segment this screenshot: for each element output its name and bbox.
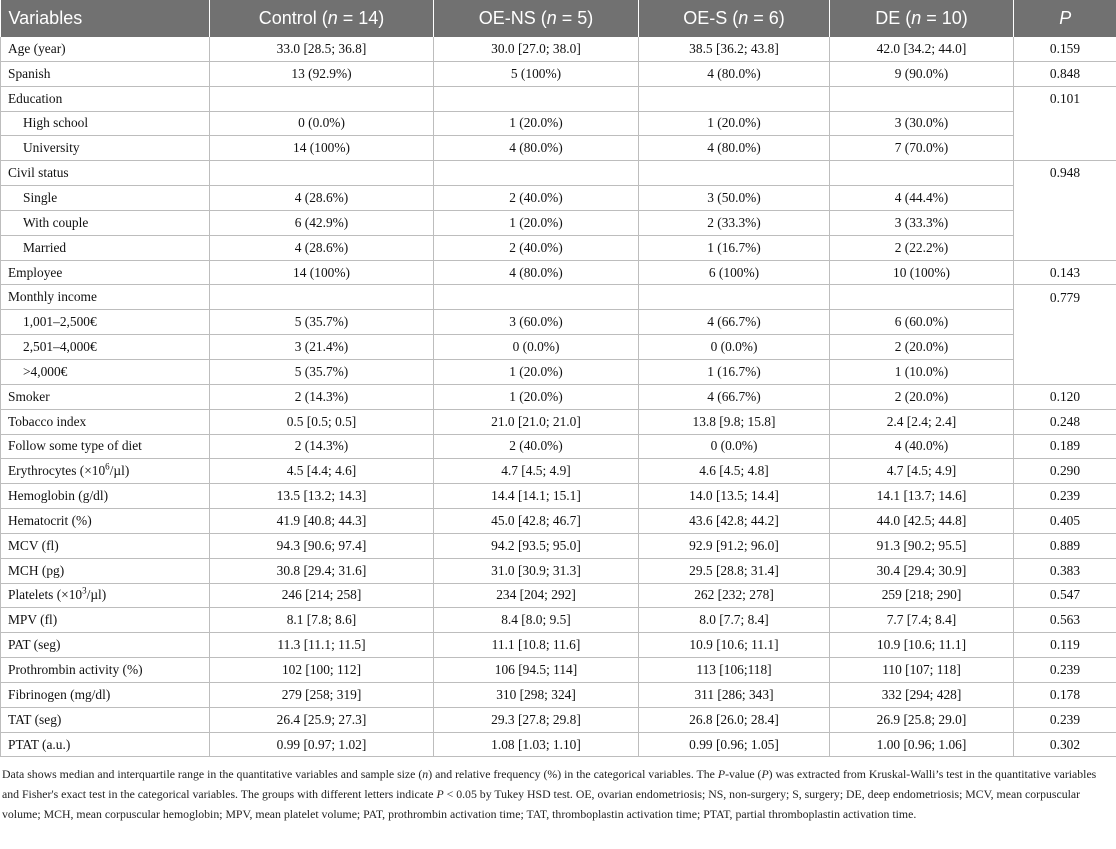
cell-control: 5 (35.7%) xyxy=(210,359,434,384)
cell-oe-ns: 21.0 [21.0; 21.0] xyxy=(434,409,639,434)
cell-oe-s: 26.8 [26.0; 28.4] xyxy=(639,707,830,732)
table-row xyxy=(1,186,1116,211)
footnote-text-4: ) was extracted from Kruskal-Walli’s test in the quantitative variables and Fisher's exact test in the categorical variables. The groups with different letters indicate xyxy=(2,767,1097,802)
table-row xyxy=(1,558,1116,583)
row-label-text: Erythrocytes (×10 xyxy=(8,463,106,479)
cell-oe-s: 10.9 [10.6; 11.1] xyxy=(639,633,830,658)
row-label-unit: /µl) xyxy=(86,587,107,603)
table-row xyxy=(1,384,1116,409)
header-de xyxy=(830,0,1014,37)
cell-oe-s: 4.6 [4.5; 4.8] xyxy=(639,459,830,484)
cell-oe-s xyxy=(639,86,830,111)
cell-control: 246 [214; 258] xyxy=(210,583,434,608)
cell-de xyxy=(830,285,1014,310)
cell-p-value: 0.189 xyxy=(1014,434,1116,459)
row-label xyxy=(1,682,210,707)
row-label xyxy=(1,310,210,335)
cell-oe-s: 2 (33.3%) xyxy=(639,210,830,235)
cell-control: 4 (28.6%) xyxy=(210,186,434,211)
header-variables-label: Variables xyxy=(8,8,83,28)
cell-oe-s: 38.5 [36.2; 43.8] xyxy=(639,37,830,61)
cell-p-value: 0.239 xyxy=(1014,707,1116,732)
table-row xyxy=(1,533,1116,558)
cell-oe-s: 4 (66.7%) xyxy=(639,310,830,335)
row-label xyxy=(1,210,210,235)
cell-oe-ns xyxy=(434,161,639,186)
row-label xyxy=(1,161,210,186)
cell-p-value xyxy=(1014,359,1116,384)
row-label-text: Education xyxy=(8,90,63,106)
table-footnote xyxy=(0,757,1114,824)
footnote-p-3: P xyxy=(436,787,444,802)
table-row xyxy=(1,409,1116,434)
cell-control: 0.5 [0.5; 0.5] xyxy=(210,409,434,434)
footnote-p-1: P xyxy=(717,767,726,782)
cell-de xyxy=(830,86,1014,111)
cell-de: 4 (44.4%) xyxy=(830,186,1014,211)
row-label-text: 2,501–4,000€ xyxy=(23,339,97,355)
row-label-text: Platelets (×10 xyxy=(8,587,83,603)
cell-oe-ns xyxy=(434,86,639,111)
header-de-label: DE ( xyxy=(875,8,912,28)
row-label-superscript: 3 xyxy=(82,586,87,597)
cell-de: 10.9 [10.6; 11.1] xyxy=(830,633,1014,658)
cell-de: 1 (10.0%) xyxy=(830,359,1014,384)
header-oe-ns-count: = 5) xyxy=(556,8,594,28)
cell-oe-ns: 29.3 [27.8; 29.8] xyxy=(434,707,639,732)
row-label-unit: /µl) xyxy=(109,463,130,479)
table-row xyxy=(1,136,1116,161)
cell-de: 44.0 [42.5; 44.8] xyxy=(830,509,1014,534)
cell-p-value: 0.547 xyxy=(1014,583,1116,608)
header-oe-s xyxy=(639,0,830,37)
cell-oe-ns: 1 (20.0%) xyxy=(434,111,639,136)
cell-oe-s: 4 (80.0%) xyxy=(639,61,830,86)
cell-oe-ns: 1 (20.0%) xyxy=(434,210,639,235)
cell-de: 3 (30.0%) xyxy=(830,111,1014,136)
row-label-text: Married xyxy=(23,239,67,255)
cell-de: 2 (20.0%) xyxy=(830,384,1014,409)
header-oe-ns xyxy=(434,0,639,37)
table-row xyxy=(1,161,1116,186)
footnote-text-2: ) and relative frequency (%) in the categorical variables. The xyxy=(428,767,718,782)
cell-oe-s: 1 (16.7%) xyxy=(639,359,830,384)
row-label xyxy=(1,260,210,285)
cell-control: 5 (35.7%) xyxy=(210,310,434,335)
header-oe-s-count: = 6) xyxy=(748,8,785,28)
cell-control: 94.3 [90.6; 97.4] xyxy=(210,533,434,558)
row-label-text: Prothrombin activity (%) xyxy=(8,662,143,678)
row-label-text: Tobacco index xyxy=(8,413,87,429)
cell-oe-ns: 4 (80.0%) xyxy=(434,260,639,285)
cell-oe-ns: 1 (20.0%) xyxy=(434,384,639,409)
cell-p-value xyxy=(1014,335,1116,360)
table-row xyxy=(1,583,1116,608)
cell-oe-ns: 3 (60.0%) xyxy=(434,310,639,335)
row-label-text: PAT (seg) xyxy=(8,637,61,653)
cell-oe-s: 4 (66.7%) xyxy=(639,384,830,409)
row-label xyxy=(1,235,210,260)
cell-de: 30.4 [29.4; 30.9] xyxy=(830,558,1014,583)
cell-control: 11.3 [11.1; 11.5] xyxy=(210,633,434,658)
cell-de: 2 (22.2%) xyxy=(830,235,1014,260)
cell-control: 2 (14.3%) xyxy=(210,384,434,409)
header-de-n: n xyxy=(911,8,922,28)
cell-de: 2.4 [2.4; 2.4] xyxy=(830,409,1014,434)
table-row xyxy=(1,285,1116,310)
row-label-text: MCH (pg) xyxy=(8,562,65,578)
row-label xyxy=(1,509,210,534)
cell-oe-ns: 45.0 [42.8; 46.7] xyxy=(434,509,639,534)
row-label-text: TAT (seg) xyxy=(8,711,62,727)
cell-p-value: 0.779 xyxy=(1014,285,1116,310)
row-label-text: Single xyxy=(23,189,58,205)
cell-de: 6 (60.0%) xyxy=(830,310,1014,335)
table-row xyxy=(1,682,1116,707)
table-row xyxy=(1,434,1116,459)
cell-control xyxy=(210,285,434,310)
cell-p-value: 0.239 xyxy=(1014,484,1116,509)
cell-oe-s: 311 [286; 343] xyxy=(639,682,830,707)
row-label xyxy=(1,111,210,136)
row-label xyxy=(1,61,210,86)
cell-control: 0.99 [0.97; 1.02] xyxy=(210,732,434,757)
cell-p-value xyxy=(1014,310,1116,335)
cell-oe-ns: 94.2 [93.5; 95.0] xyxy=(434,533,639,558)
table-row xyxy=(1,335,1116,360)
table-row xyxy=(1,86,1116,111)
cell-oe-ns: 310 [298; 324] xyxy=(434,682,639,707)
cell-de: 259 [218; 290] xyxy=(830,583,1014,608)
cell-control: 13.5 [13.2; 14.3] xyxy=(210,484,434,509)
row-label-text: Fibrinogen (mg/dl) xyxy=(8,686,111,702)
cell-oe-s: 4 (80.0%) xyxy=(639,136,830,161)
cell-de: 91.3 [90.2; 95.5] xyxy=(830,533,1014,558)
cell-p-value xyxy=(1014,235,1116,260)
cell-p-value: 0.889 xyxy=(1014,533,1116,558)
cell-oe-ns: 1 (20.0%) xyxy=(434,359,639,384)
cell-control: 26.4 [25.9; 27.3] xyxy=(210,707,434,732)
cell-oe-ns: 2 (40.0%) xyxy=(434,434,639,459)
cell-oe-s xyxy=(639,161,830,186)
table-row xyxy=(1,210,1116,235)
table-row xyxy=(1,459,1116,484)
row-label-text: PTAT (a.u.) xyxy=(8,736,71,752)
row-label-text: Hemoglobin (g/dl) xyxy=(8,488,109,504)
cell-p-value: 0.302 xyxy=(1014,732,1116,757)
cell-de: 3 (33.3%) xyxy=(830,210,1014,235)
row-label xyxy=(1,285,210,310)
row-label-superscript: 6 xyxy=(105,461,110,472)
cell-de xyxy=(830,161,1014,186)
table-row xyxy=(1,509,1116,534)
cell-oe-ns: 11.1 [10.8; 11.6] xyxy=(434,633,639,658)
header-control-count: = 14) xyxy=(337,8,385,28)
table-row xyxy=(1,61,1116,86)
row-label-text: High school xyxy=(23,115,89,131)
row-label xyxy=(1,86,210,111)
header-oe-s-label: OE-S ( xyxy=(683,8,739,28)
row-label xyxy=(1,37,210,61)
header-control xyxy=(210,0,434,37)
table-row xyxy=(1,608,1116,633)
cell-oe-ns: 30.0 [27.0; 38.0] xyxy=(434,37,639,61)
cell-p-value: 0.405 xyxy=(1014,509,1116,534)
row-label-text: With couple xyxy=(23,214,89,230)
footnote-p-2: P xyxy=(761,767,769,782)
row-label xyxy=(1,359,210,384)
cell-control: 13 (92.9%) xyxy=(210,61,434,86)
table-body xyxy=(1,37,1116,757)
cell-control: 41.9 [40.8; 44.3] xyxy=(210,509,434,534)
cell-de: 332 [294; 428] xyxy=(830,682,1014,707)
cell-oe-s: 92.9 [91.2; 96.0] xyxy=(639,533,830,558)
cell-p-value: 0.120 xyxy=(1014,384,1116,409)
cell-control: 14 (100%) xyxy=(210,136,434,161)
cell-control: 33.0 [28.5; 36.8] xyxy=(210,37,434,61)
footnote-text-3: -value ( xyxy=(725,767,762,782)
footnote-n: n xyxy=(422,767,429,782)
table-row xyxy=(1,235,1116,260)
table-row xyxy=(1,732,1116,757)
cell-control xyxy=(210,161,434,186)
row-label xyxy=(1,558,210,583)
cell-oe-ns: 14.4 [14.1; 15.1] xyxy=(434,484,639,509)
cell-control: 0 (0.0%) xyxy=(210,111,434,136)
cell-oe-ns: 5 (100%) xyxy=(434,61,639,86)
cell-oe-s: 0 (0.0%) xyxy=(639,335,830,360)
row-label xyxy=(1,707,210,732)
row-label xyxy=(1,186,210,211)
row-label xyxy=(1,335,210,360)
header-row xyxy=(1,0,1116,37)
cell-oe-ns xyxy=(434,285,639,310)
cell-de: 1.00 [0.96; 1.06] xyxy=(830,732,1014,757)
row-label-text: Age (year) xyxy=(8,40,66,56)
row-label xyxy=(1,384,210,409)
row-label-text: Monthly income xyxy=(8,289,97,305)
row-label xyxy=(1,583,210,608)
row-label-text: >4,000€ xyxy=(23,363,68,379)
cell-de: 9 (90.0%) xyxy=(830,61,1014,86)
row-label xyxy=(1,732,210,757)
table-row xyxy=(1,633,1116,658)
cell-control: 3 (21.4%) xyxy=(210,335,434,360)
row-label xyxy=(1,459,210,484)
cell-p-value xyxy=(1014,136,1116,161)
cell-oe-ns: 106 [94.5; 114] xyxy=(434,658,639,683)
cell-oe-ns: 0 (0.0%) xyxy=(434,335,639,360)
cell-oe-s: 14.0 [13.5; 14.4] xyxy=(639,484,830,509)
cell-p-value: 0.143 xyxy=(1014,260,1116,285)
row-label xyxy=(1,533,210,558)
table-row xyxy=(1,111,1116,136)
cell-de: 7.7 [7.4; 8.4] xyxy=(830,608,1014,633)
footnote-text-1: Data shows median and interquartile range in the quantitative variables and sample size ( xyxy=(2,767,423,782)
row-label xyxy=(1,434,210,459)
header-p-label: P xyxy=(1059,8,1072,28)
row-label-text: MCV (fl) xyxy=(8,537,59,553)
cell-p-value: 0.948 xyxy=(1014,161,1116,186)
table-row xyxy=(1,37,1116,61)
cell-oe-s: 1 (20.0%) xyxy=(639,111,830,136)
cell-oe-ns: 8.4 [8.0; 9.5] xyxy=(434,608,639,633)
row-label xyxy=(1,608,210,633)
table-row xyxy=(1,260,1116,285)
cell-oe-s: 1 (16.7%) xyxy=(639,235,830,260)
table-row xyxy=(1,310,1116,335)
row-label-text: Follow some type of diet xyxy=(8,438,142,454)
cell-oe-ns: 2 (40.0%) xyxy=(434,235,639,260)
row-label-text: Smoker xyxy=(8,388,50,404)
cell-de: 26.9 [25.8; 29.0] xyxy=(830,707,1014,732)
cell-oe-s: 0.99 [0.96; 1.05] xyxy=(639,732,830,757)
row-label-text: Employee xyxy=(8,264,63,280)
cell-p-value: 0.119 xyxy=(1014,633,1116,658)
cell-p-value: 0.159 xyxy=(1014,37,1116,61)
table-row xyxy=(1,484,1116,509)
cell-de: 4.7 [4.5; 4.9] xyxy=(830,459,1014,484)
cell-oe-s: 262 [232; 278] xyxy=(639,583,830,608)
cell-oe-ns: 31.0 [30.9; 31.3] xyxy=(434,558,639,583)
cell-p-value: 0.101 xyxy=(1014,86,1116,111)
cell-p-value xyxy=(1014,111,1116,136)
cell-p-value: 0.239 xyxy=(1014,658,1116,683)
cell-control: 6 (42.9%) xyxy=(210,210,434,235)
cell-p-value: 0.178 xyxy=(1014,682,1116,707)
cell-control: 4.5 [4.4; 4.6] xyxy=(210,459,434,484)
cell-de: 7 (70.0%) xyxy=(830,136,1014,161)
table-header xyxy=(1,0,1116,37)
cell-oe-s: 29.5 [28.8; 31.4] xyxy=(639,558,830,583)
cell-oe-s: 13.8 [9.8; 15.8] xyxy=(639,409,830,434)
cell-p-value: 0.290 xyxy=(1014,459,1116,484)
cell-de: 10 (100%) xyxy=(830,260,1014,285)
row-label xyxy=(1,136,210,161)
cell-control: 30.8 [29.4; 31.6] xyxy=(210,558,434,583)
row-label xyxy=(1,484,210,509)
cell-de: 42.0 [34.2; 44.0] xyxy=(830,37,1014,61)
row-label-text: Spanish xyxy=(8,65,51,81)
table-row xyxy=(1,707,1116,732)
cell-oe-s: 113 [106;118] xyxy=(639,658,830,683)
row-label-text: 1,001–2,500€ xyxy=(23,314,97,330)
cell-oe-ns: 2 (40.0%) xyxy=(434,186,639,211)
header-control-label: Control ( xyxy=(258,8,328,28)
header-oe-s-n: n xyxy=(738,8,749,28)
header-oe-ns-n: n xyxy=(546,8,557,28)
cell-p-value: 0.563 xyxy=(1014,608,1116,633)
cell-p-value: 0.383 xyxy=(1014,558,1116,583)
cell-p-value: 0.248 xyxy=(1014,409,1116,434)
cell-oe-ns: 4 (80.0%) xyxy=(434,136,639,161)
cell-de: 4 (40.0%) xyxy=(830,434,1014,459)
cell-control: 14 (100%) xyxy=(210,260,434,285)
table-row xyxy=(1,359,1116,384)
row-label xyxy=(1,409,210,434)
header-control-n: n xyxy=(327,8,338,28)
cell-control: 102 [100; 112] xyxy=(210,658,434,683)
cell-oe-ns: 4.7 [4.5; 4.9] xyxy=(434,459,639,484)
cell-oe-s: 43.6 [42.8; 44.2] xyxy=(639,509,830,534)
row-label-text: MPV (fl) xyxy=(8,612,58,628)
cell-p-value xyxy=(1014,186,1116,211)
cell-oe-s: 6 (100%) xyxy=(639,260,830,285)
row-label-text: Civil status xyxy=(8,165,69,181)
cell-de: 2 (20.0%) xyxy=(830,335,1014,360)
cell-oe-s: 3 (50.0%) xyxy=(639,186,830,211)
header-p xyxy=(1014,0,1116,37)
cell-de: 110 [107; 118] xyxy=(830,658,1014,683)
cell-oe-ns: 234 [204; 292] xyxy=(434,583,639,608)
footnote-text-5: < 0.05 by Tukey HSD test. OE, ovarian endometriosis; NS, non-surgery; S, surgery; DE, deep endometriosis; MCV, mean corpuscular volume; MCH, mean corpuscular hemoglobin; MPV, mean platelet volume; PAT, prothrombin activation time; TAT, thromboplastin activation time; PTAT, partial thromboplastin activation time. xyxy=(2,787,1081,822)
row-label-text: University xyxy=(23,140,80,156)
header-oe-ns-label: OE-NS ( xyxy=(478,8,547,28)
cell-p-value xyxy=(1014,210,1116,235)
cell-oe-s: 0 (0.0%) xyxy=(639,434,830,459)
row-label xyxy=(1,658,210,683)
row-label-text: Hematocrit (%) xyxy=(8,512,92,528)
cell-control xyxy=(210,86,434,111)
cell-control: 279 [258; 319] xyxy=(210,682,434,707)
cell-oe-ns: 1.08 [1.03; 1.10] xyxy=(434,732,639,757)
header-variables xyxy=(1,0,210,37)
cell-de: 14.1 [13.7; 14.6] xyxy=(830,484,1014,509)
cell-control: 8.1 [7.8; 8.6] xyxy=(210,608,434,633)
cell-oe-s xyxy=(639,285,830,310)
cell-p-value: 0.848 xyxy=(1014,61,1116,86)
cell-control: 2 (14.3%) xyxy=(210,434,434,459)
cell-oe-s: 8.0 [7.7; 8.4] xyxy=(639,608,830,633)
table-row xyxy=(1,658,1116,683)
cell-control: 4 (28.6%) xyxy=(210,235,434,260)
row-label xyxy=(1,633,210,658)
header-de-count: = 10) xyxy=(921,8,968,28)
